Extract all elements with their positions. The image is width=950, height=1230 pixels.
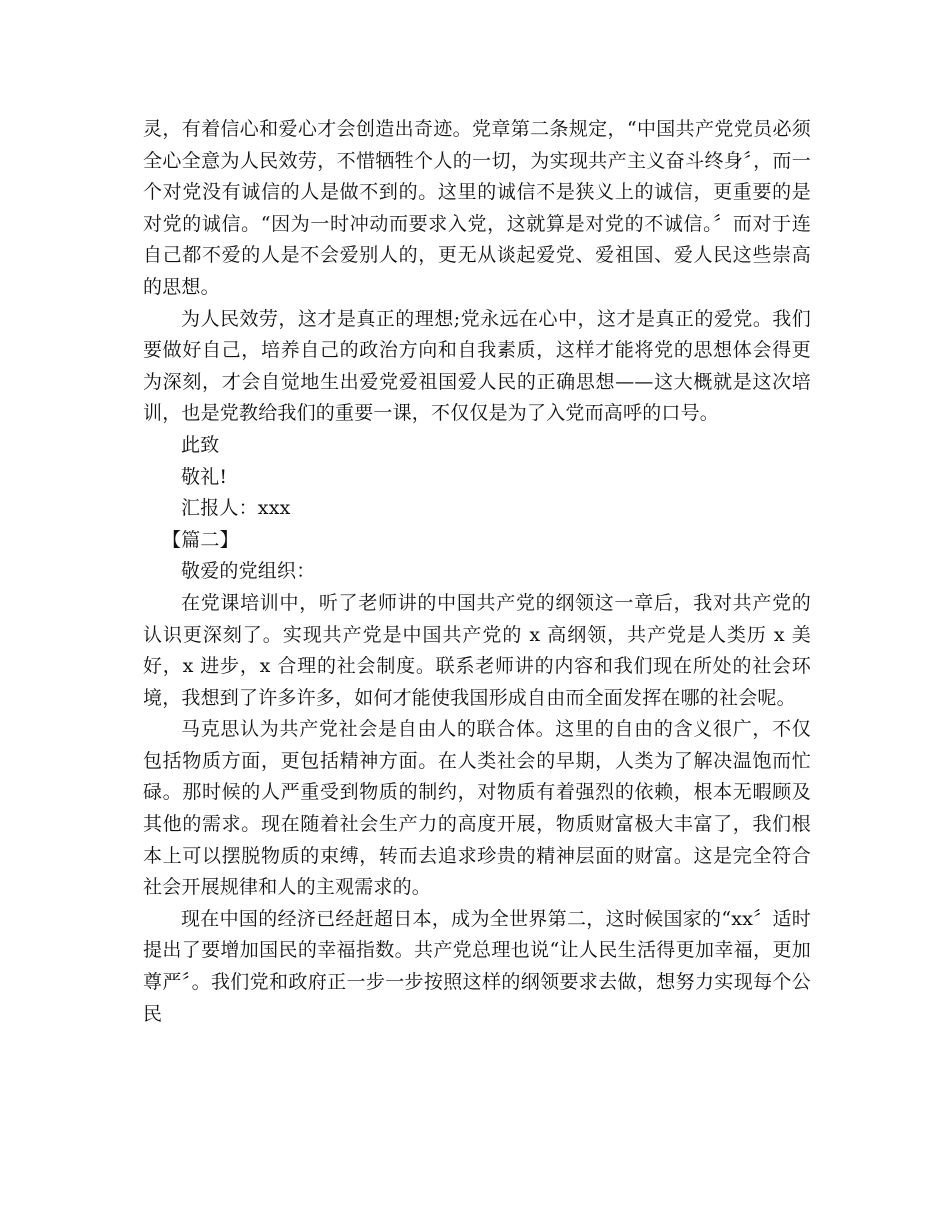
paragraph-serve-people: 为人民效劳，这才是真正的理想;党永远在心中，这才是真正的爱党。我们要做好自己，培养自己的政治方向和自我素质，这样才能将党的思想体会得更为深刻，才会自觉地生出爱党爱祖国爱人民的正确思想——这大概就是这次培训，也是党教给我们的重要一课，不仅仅是为了入党而高呼的口号。: [143, 307, 811, 425]
section-heading: 【篇二】: [162, 528, 239, 551]
closing-cizhi: 此致: [181, 433, 220, 456]
reporter-signature: 汇报人：xxx: [181, 497, 291, 520]
salutation: 敬爱的党组织：: [181, 560, 316, 583]
paragraph-party-program: 在党课培训中，听了老师讲的中国共产党的纲领这一章后，我对共产党的认识更深刻了。实现共产党是中国共产党的 x 高纲领，共产党是人类历 x 美好，x 进步，x 合理的社会制度。联系老师讲的内容和我们现在所处的社会环境，我想到了许多许多，如何才能使我国形成自由而全面发挥在哪的社会呢。: [143, 591, 811, 709]
document-body: [143, 114, 811, 1030]
paragraph-continuation: 灵，有着信心和爱心才会创造出奇迹。党章第二条规定，“中国共产党党员必须全心全意为人民效劳，不惜牺牲个人的一切，为实现共产主义奋斗终身〞，而一个对党没有诚信的人是做不到的。这里的诚信不是狭义上的诚信，更重要的是对党的诚信。“因为一时冲动而要求入党，这就算是对党的不诚信。〞而对于连自己都不爱的人是不会爱别人的，更无从谈起爱党、爱祖国、爱人民这些崇高的思想。: [143, 118, 811, 298]
closing-jingli: 敬礼!: [181, 465, 228, 488]
paragraph-economy: 现在中国的经济已经赶超日本，成为全世界第二，这时候国家的“xx〞适时提出了要增加国民的幸福指数。共产党总理也说“让人民生活得更加幸福，更加尊严〞。我们党和政府正一步一步按照这样的纲领要求去做，想努力实现每个公民: [143, 907, 811, 1025]
paragraph-marx: 马克思认为共产党社会是自由人的联合体。这里的自由的含义很广，不仅包括物质方面，更包括精神方面。在人类社会的早期，人类为了解决温饱而忙碌。那时候的人严重受到物质的制约，对物质有着强烈的依赖，根本无暇顾及其他的需求。现在随着社会生产力的高度开展，物质财富极大丰富了，我们根本上可以摆脱物质的束缚，转而去追求珍贵的精神层面的财富。这是完全符合社会开展规律和人的主观需求的。: [143, 718, 811, 899]
